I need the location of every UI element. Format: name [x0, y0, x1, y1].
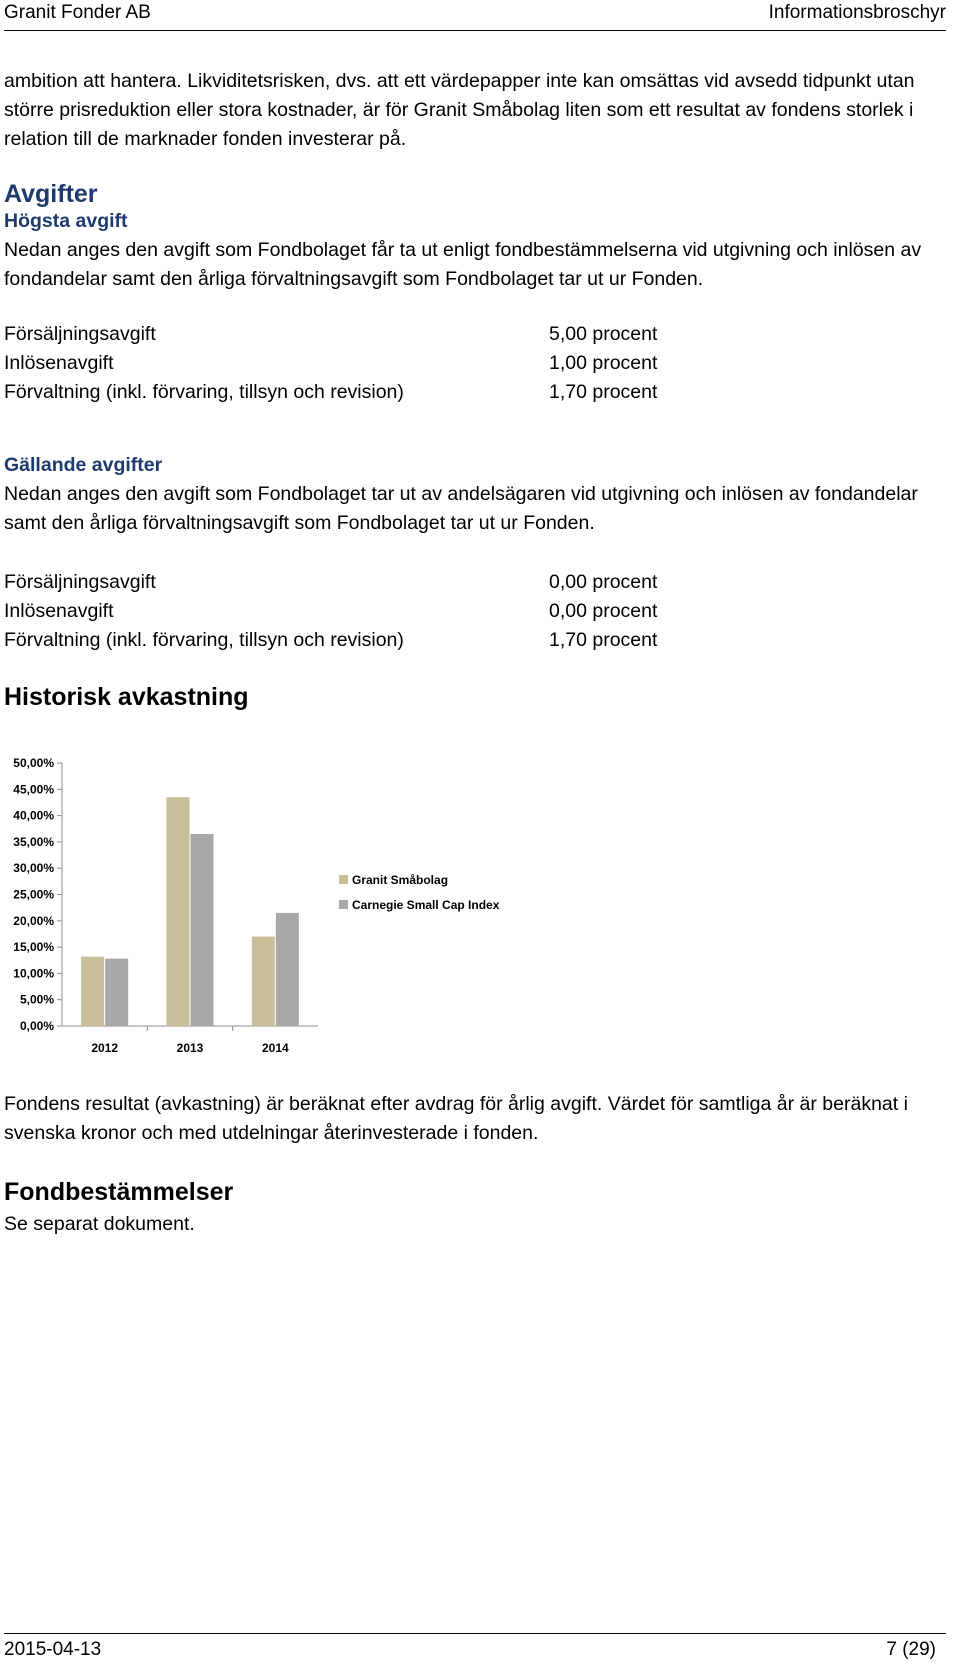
y-tick-label: 50,00% — [13, 756, 54, 770]
y-tick-label: 15,00% — [13, 940, 54, 955]
fee-value: 0,00 procent — [549, 571, 658, 593]
intro-paragraph: ambition att hantera. Likviditetsrisken, dvs. att ett värdepapper inte kan omsättas vid avsedd tidpunkt utan större prisreduktion eller stora kostnader, är för Granit Småbolag liten som ett resultat av fondens storlek i relation till de marknader fonden investerar på. — [4, 70, 915, 150]
y-tick-label: 45,00% — [13, 782, 54, 797]
section-heading-avgifter: Avgifter — [4, 180, 98, 208]
y-tick-label: 40,00% — [13, 808, 54, 823]
legend-swatch — [339, 875, 348, 884]
fee-table-current — [4, 568, 704, 655]
fee-row — [4, 320, 704, 349]
legend-label: Granit Småbolag — [352, 873, 449, 887]
return-bar-chart — [0, 738, 520, 1058]
fee-row — [4, 568, 704, 597]
fee-label: Inlösenavgift — [4, 600, 114, 622]
hogsta-avgift-text: Nedan anges den avgift som Fondbolaget får ta ut enligt fondbestämmelserna vid utgivning och inlösen av fondandelar samt den årliga förvaltningsavgift som Fondbolaget tar ut ur Fonden. — [4, 239, 922, 290]
bar-carnegie-small-cap-2012 — [105, 959, 128, 1026]
fondbestammelser-text: Se separat dokument. — [4, 1213, 195, 1235]
fee-value: 1,70 procent — [549, 381, 658, 403]
fee-table-highest — [4, 320, 704, 407]
fee-row — [4, 349, 704, 378]
bar-granit-smabolag-2014 — [252, 937, 275, 1026]
gallande-avgifter-text: Nedan anges den avgift som Fondbolaget tar ut av andelsägaren vid utgivning och inlösen av fondandelar samt den årliga förvaltningsavgift som Fondbolaget tar ut ur Fonden. — [4, 483, 918, 534]
header-rule — [4, 30, 946, 31]
fee-label: Inlösenavgift — [4, 352, 114, 374]
bar-carnegie-small-cap-2014 — [276, 913, 299, 1026]
fee-value: 1,70 procent — [549, 629, 658, 651]
section-heading-fondbestammelser: Fondbestämmelser — [4, 1178, 234, 1206]
header-document-title: Informationsbroschyr — [768, 2, 946, 23]
y-tick-label: 25,00% — [13, 887, 54, 902]
section-heading-historisk-avkastning: Historisk avkastning — [4, 683, 249, 711]
fee-row — [4, 378, 704, 407]
x-tick-label: 2013 — [176, 1041, 204, 1055]
y-tick-label: 35,00% — [13, 834, 54, 849]
x-tick-label: 2012 — [91, 1041, 119, 1055]
history-note: Fondens resultat (avkastning) är beräknat efter avdrag för årlig avgift. Värdet för samtliga år är beräknat i svenska kronor och med utdelningar återinvesterade i fonden. — [4, 1093, 908, 1144]
subheading-gallande-avgifter: Gällande avgifter — [4, 454, 163, 476]
y-tick-label: 30,00% — [13, 861, 54, 876]
bar-carnegie-small-cap-2013 — [191, 834, 214, 1026]
legend-swatch — [339, 900, 348, 909]
y-tick-label: 10,00% — [13, 966, 54, 981]
footer-page-number: 7 (29) — [886, 1639, 936, 1660]
fee-value: 0,00 procent — [549, 600, 658, 622]
bar-granit-smabolag-2012 — [81, 957, 104, 1026]
subheading-hogsta-avgift: Högsta avgift — [4, 210, 128, 232]
fee-value: 1,00 procent — [549, 352, 658, 374]
fee-label: Förvaltning (inkl. förvaring, tillsyn och revision) — [4, 629, 404, 651]
y-tick-label: 20,00% — [13, 913, 54, 928]
fee-value: 5,00 procent — [549, 323, 658, 345]
legend-label: Carnegie Small Cap Index — [352, 898, 500, 912]
footer-rule — [4, 1633, 946, 1634]
y-tick-label: 5,00% — [19, 992, 54, 1007]
bar-granit-smabolag-2013 — [167, 797, 190, 1026]
y-tick-label: 0,00% — [19, 1019, 54, 1033]
footer-date: 2015-04-13 — [4, 1639, 102, 1660]
x-tick-label: 2014 — [261, 1041, 289, 1055]
fee-label: Förvaltning (inkl. förvaring, tillsyn och revision) — [4, 381, 404, 403]
fee-row — [4, 597, 704, 626]
header-company: Granit Fonder AB — [4, 2, 151, 23]
fee-label: Försäljningsavgift — [4, 323, 156, 345]
fee-row — [4, 626, 704, 655]
fee-label: Försäljningsavgift — [4, 571, 156, 593]
